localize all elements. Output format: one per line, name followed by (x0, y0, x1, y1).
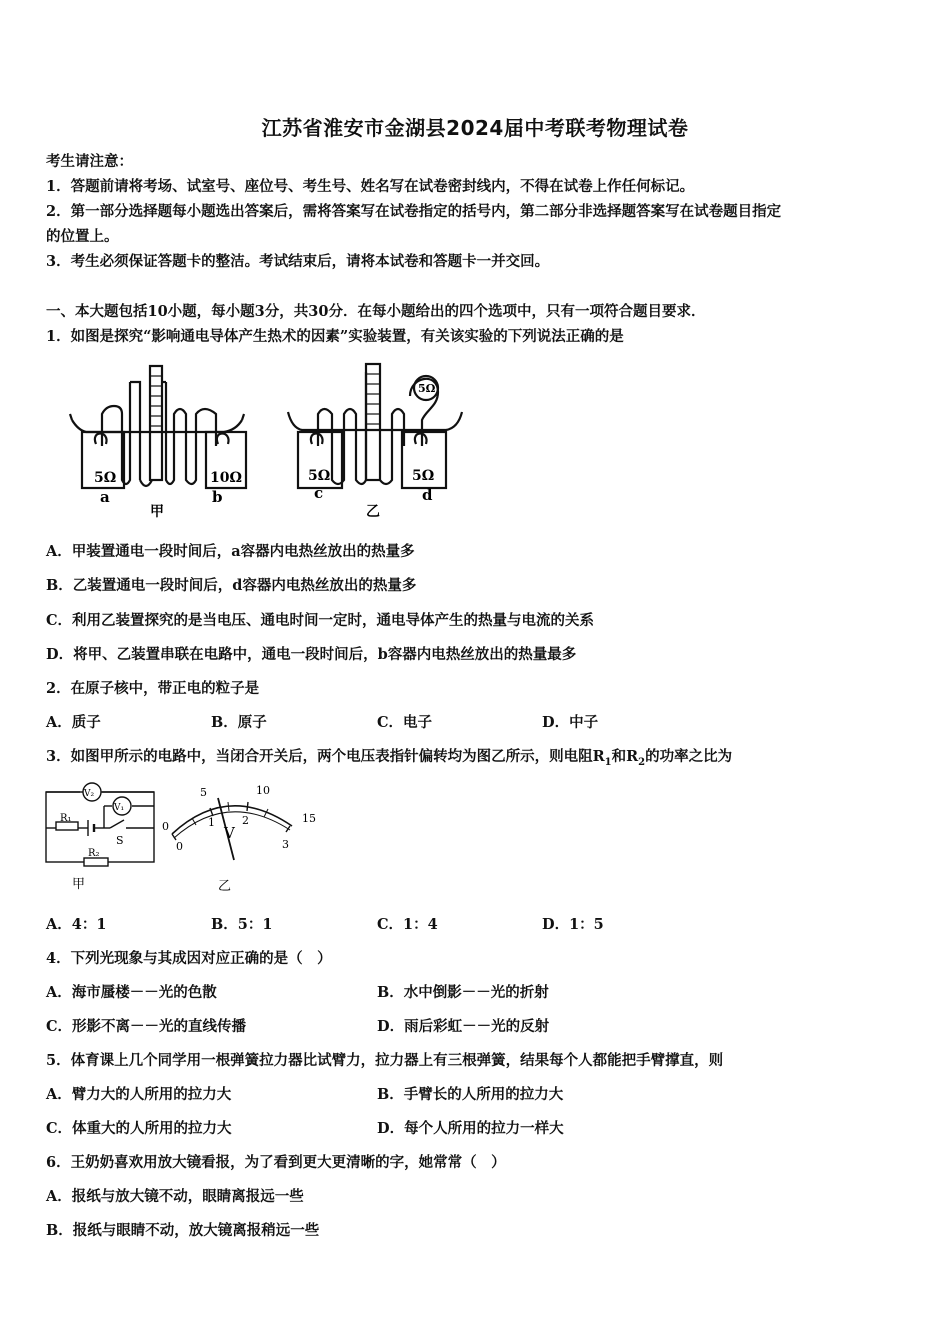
q1-yi-r2: 5Ω (412, 468, 435, 484)
q5-option-d: D．每个人所用的拉力一样大 (377, 1120, 564, 1137)
q3-r2-label: R₂ (88, 848, 100, 859)
q1-yi-extra-resistor: 5Ω (418, 382, 436, 395)
q1-stem: 1．如图是探究“影响通电导体产生热术的因素”实验装置，有关该实验的下列说法正确的是 (46, 328, 624, 345)
q1-jia-r1: 5Ω (94, 470, 117, 486)
q3-stem-suffix: 的功率之比为 (645, 748, 733, 765)
q2-option-b: B．原子 (211, 714, 267, 731)
section-heading: 一、本大题包括10小题，每小题3分，共30分．在每小题给出的四个选项中，只有一项符合题目要求． (46, 303, 706, 320)
q1-figure (66, 362, 486, 524)
q3-jia-label: 甲 (72, 877, 86, 892)
notice-heading: 考生请注意： (46, 153, 133, 170)
notice-item-2-cont: 的位置上。 (46, 228, 119, 245)
q1-yi-name: 乙 (366, 504, 380, 520)
q1-option-b: B．乙装置通电一段时间后，d容器内电热丝放出的热量多 (46, 577, 417, 594)
q3-meter-v: V (224, 824, 235, 842)
q6-option-a: A．报纸与放大镜不动，眼睛离报远一些 (46, 1188, 304, 1205)
q4-option-c: C．形影不离－－光的直线传播 (46, 1018, 247, 1035)
q3-stem-mid: 和R (611, 748, 639, 765)
q3-tick-15: 15 (302, 812, 316, 825)
q3-switch-label: S (116, 834, 124, 847)
q1-jia-a: a (100, 488, 110, 506)
notice-item-1: 1．答题前请将考场、试室号、座位号、考生号、姓名写在试卷密封线内，不得在试卷上作任何标记。 (46, 178, 695, 195)
q3-stem-prefix: 3．如图甲所示的电路中，当闭合开关后，两个电压表指针偏转均为图乙所示，则电阻R (46, 748, 605, 765)
q3-v2-label: V₂ (84, 789, 95, 799)
q2-option-d: D．中子 (542, 714, 599, 731)
q3-tick-1: 1 (208, 816, 215, 829)
q3-tick-10: 10 (256, 784, 270, 797)
q1-option-d: D．将甲、乙装置串联在电路中，通电一段时间后，b容器内电热丝放出的热量最多 (46, 646, 577, 663)
q3-option-c: C．1：4 (377, 916, 438, 933)
q3-stem (46, 747, 732, 773)
q3-option-a: A．4：1 (46, 916, 107, 933)
q1-yi-c: c (314, 484, 324, 502)
q1-option-c: C．利用乙装置探究的是当电压、通电时间一定时，通电导体产生的热量与电流的关系 (46, 612, 595, 629)
q5-option-a: A．臂力大的人所用的拉力大 (46, 1086, 232, 1103)
q6-option-b: B．报纸与眼睛不动，放大镜离报稍远一些 (46, 1222, 320, 1239)
q3-v1-label: V₁ (114, 803, 125, 813)
q3-sub-2: 2 (638, 756, 646, 768)
q2-option-a: A．质子 (46, 714, 101, 731)
q2-stem: 2．在原子核中，带正电的粒子是 (46, 680, 260, 697)
q3-option-d: D．1：5 (542, 916, 604, 933)
q3-tick-0-bottom: 0 (176, 840, 183, 853)
q1-jia-name: 甲 (150, 504, 164, 520)
page-title: 江苏省淮安市金湖县2024届中考联考物理试卷 (261, 116, 689, 140)
q1-jia-r2: 10Ω (210, 470, 242, 486)
q1-option-a: A．甲装置通电一段时间后，a容器内电热丝放出的热量多 (46, 543, 415, 560)
q4-option-a: A．海市蜃楼－－光的色散 (46, 984, 217, 1001)
q6-stem: 6．王奶奶喜欢用放大镜看报，为了看到更大更清晰的字，她常常（ ） (46, 1154, 506, 1171)
q3-r1-label: R₁ (60, 813, 72, 824)
q5-stem: 5．体育课上几个同学用一根弹簧拉力器比试臂力，拉力器上有三根弹簧，结果每个人都能把手臂撑直，则 (46, 1052, 724, 1069)
q1-yi-d: d (422, 486, 433, 504)
q4-option-b: B．水中倒影－－光的折射 (377, 984, 549, 1001)
q5-option-c: C．体重大的人所用的拉力大 (46, 1120, 232, 1137)
notice-item-3: 3．考生必须保证答题卡的整洁。考试结束后，请将本试卷和答题卡一并交回。 (46, 253, 550, 270)
q5-option-b: B．手臂长的人所用的拉力大 (377, 1086, 564, 1103)
q3-tick-5: 5 (200, 786, 207, 799)
q3-figure (44, 776, 320, 896)
q2-option-c: C．电子 (377, 714, 433, 731)
q3-sub-1: 1 (604, 756, 612, 768)
q4-stem: 4．下列光现象与其成因对应正确的是（ ） (46, 950, 332, 967)
q3-yi-label: 乙 (218, 879, 232, 894)
q3-option-b: B．5：1 (211, 916, 273, 933)
q3-tick-0-top: 0 (162, 820, 169, 833)
q3-tick-2: 2 (242, 814, 249, 827)
q4-option-d: D．雨后彩虹－－光的反射 (377, 1018, 550, 1035)
q1-yi-r1: 5Ω (308, 468, 331, 484)
q3-tick-3: 3 (282, 838, 289, 851)
notice-item-2: 2．第一部分选择题每小题选出答案后，需将答案写在试卷指定的括号内，第二部分非选择题答案写在试卷题目指定 (46, 203, 782, 220)
q1-jia-b: b (212, 488, 223, 506)
